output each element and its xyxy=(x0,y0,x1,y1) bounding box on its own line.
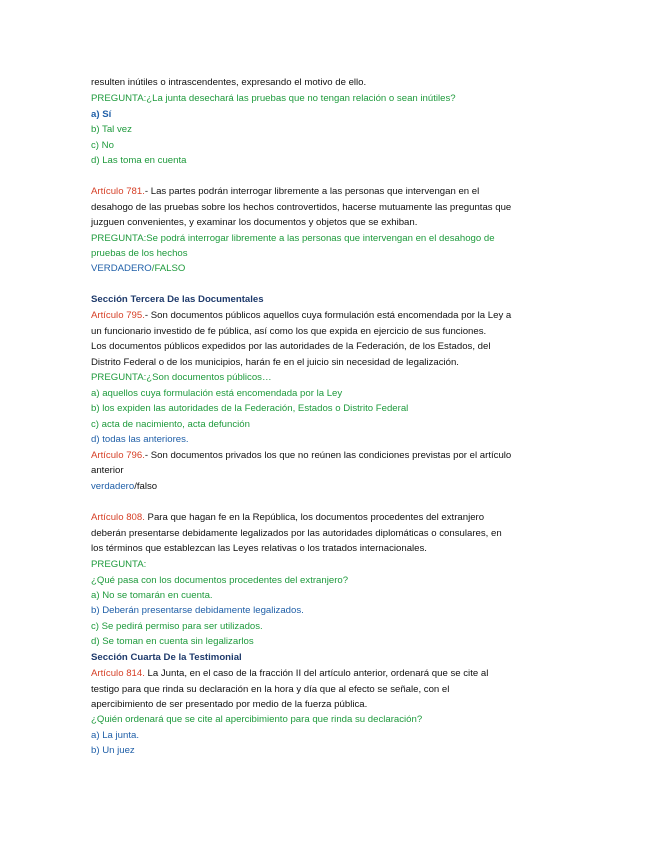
text-line: deberán presentarse debidamente legalizados por las autoridades diplomáticas o consulares, en xyxy=(91,528,502,539)
answer-false: /falso xyxy=(134,481,158,492)
option-b: b) Tal vez xyxy=(91,124,132,135)
section-heading: Sección Tercera De las Documentales xyxy=(91,294,264,305)
option-d: d) Las toma en cuenta xyxy=(91,155,187,166)
article-text: - Son documentos privados los que no reúnen las condiciones previstas por el artículo xyxy=(144,450,512,461)
option-b: b) los expiden las autoridades de la Federación, Estados o Distrito Federal xyxy=(91,403,409,414)
question: PREGUNTA:¿La junta desechará las pruebas que no tengan relación o sean inútiles? xyxy=(91,93,456,104)
text-line: anterior xyxy=(91,465,124,476)
option-d: d) Se toman en cuenta sin legalizarlos xyxy=(91,636,254,647)
question: ¿Qué pasa con los documentos procedentes del extranjero? xyxy=(91,575,349,586)
article-label: Artículo 796. xyxy=(91,450,145,461)
answer-false: /FALSO xyxy=(151,263,186,274)
text-line: testigo para que rinda su declaración en la hora y día que al efecto se señale, con el xyxy=(91,684,450,695)
answer-true: VERDADERO xyxy=(91,263,152,274)
article-label: Artículo 795. xyxy=(91,310,145,321)
option-a: a) Sí xyxy=(91,109,112,120)
option-b: b) Un juez xyxy=(91,745,135,756)
answer-line xyxy=(91,481,157,493)
option-a: a) La junta. xyxy=(91,730,140,741)
article-814-line-1 xyxy=(91,668,488,680)
question-label: PREGUNTA: xyxy=(91,559,147,570)
text-line: Los documentos públicos expedidos por las autoridades de la Federación, de los Estados, del xyxy=(91,341,491,352)
article-text: Para que hagan fe en la República, los documentos procedentes del extranjero xyxy=(144,512,485,523)
section-heading: Sección Cuarta De la Testimonial xyxy=(91,652,242,663)
text-line: resulten inútiles o intrascendentes, expresando el motivo de ello. xyxy=(91,77,367,88)
question: pruebas de los hechos xyxy=(91,248,188,259)
article-808-line-1 xyxy=(91,512,484,524)
answer-true: verdadero xyxy=(91,481,135,492)
article-796-line-1 xyxy=(91,450,511,462)
answer-line xyxy=(91,263,185,275)
article-label: Artículo 808. xyxy=(91,512,145,523)
text-line: juzguen convenientes, y examinar los documentos y objetos que se exhiban. xyxy=(91,217,418,228)
option-b: b) Deberán presentarse debidamente legalizados. xyxy=(91,605,304,616)
option-a: a) aquellos cuya formulación está encomendada por la Ley xyxy=(91,388,343,399)
option-c: c) Se pedirá permiso para ser utilizados. xyxy=(91,621,263,632)
question: PREGUNTA:¿Son documentos públicos… xyxy=(91,372,272,383)
article-text: - Son documentos públicos aquellos cuya formulación está encomendada por la Ley a xyxy=(144,310,512,321)
text-line: un funcionario investido de fe pública, así como los que expida en ejercicio de sus funciones. xyxy=(91,326,487,337)
question: ¿Quién ordenará que se cite al apercibimiento para que rinda su declaración? xyxy=(91,714,423,725)
article-795-line-1 xyxy=(91,310,511,322)
text-line: desahogo de las pruebas sobre los hechos controvertidos, hacerse mutuamente las preguntas que xyxy=(91,202,512,213)
option-a: a) No se tomarán en cuenta. xyxy=(91,590,213,601)
option-c: c) acta de nacimiento, acta defunción xyxy=(91,419,250,430)
text-line: apercibimiento de ser presentado por medio de la fuerza pública. xyxy=(91,699,368,710)
article-label: Artículo 814. xyxy=(91,668,145,679)
article-text: - Las partes podrán interrogar libremente a las personas que intervengan en el xyxy=(144,186,480,197)
option-c: c) No xyxy=(91,140,114,151)
text-line: los términos que establezcan las Leyes relativas o los tratados internacionales. xyxy=(91,543,427,554)
option-d: d) todas las anteriores. xyxy=(91,434,189,445)
article-label: Artículo 781. xyxy=(91,186,145,197)
article-text: La Junta, en el caso de la fracción II del artículo anterior, ordenará que se cite al xyxy=(144,668,489,679)
article-781-line-1 xyxy=(91,186,479,198)
text-line: Distrito Federal o de los municipios, harán fe en el juicio sin necesidad de legalización. xyxy=(91,357,459,368)
question: PREGUNTA:Se podrá interrogar libremente a las personas que intervengan en el desahogo de xyxy=(91,233,495,244)
